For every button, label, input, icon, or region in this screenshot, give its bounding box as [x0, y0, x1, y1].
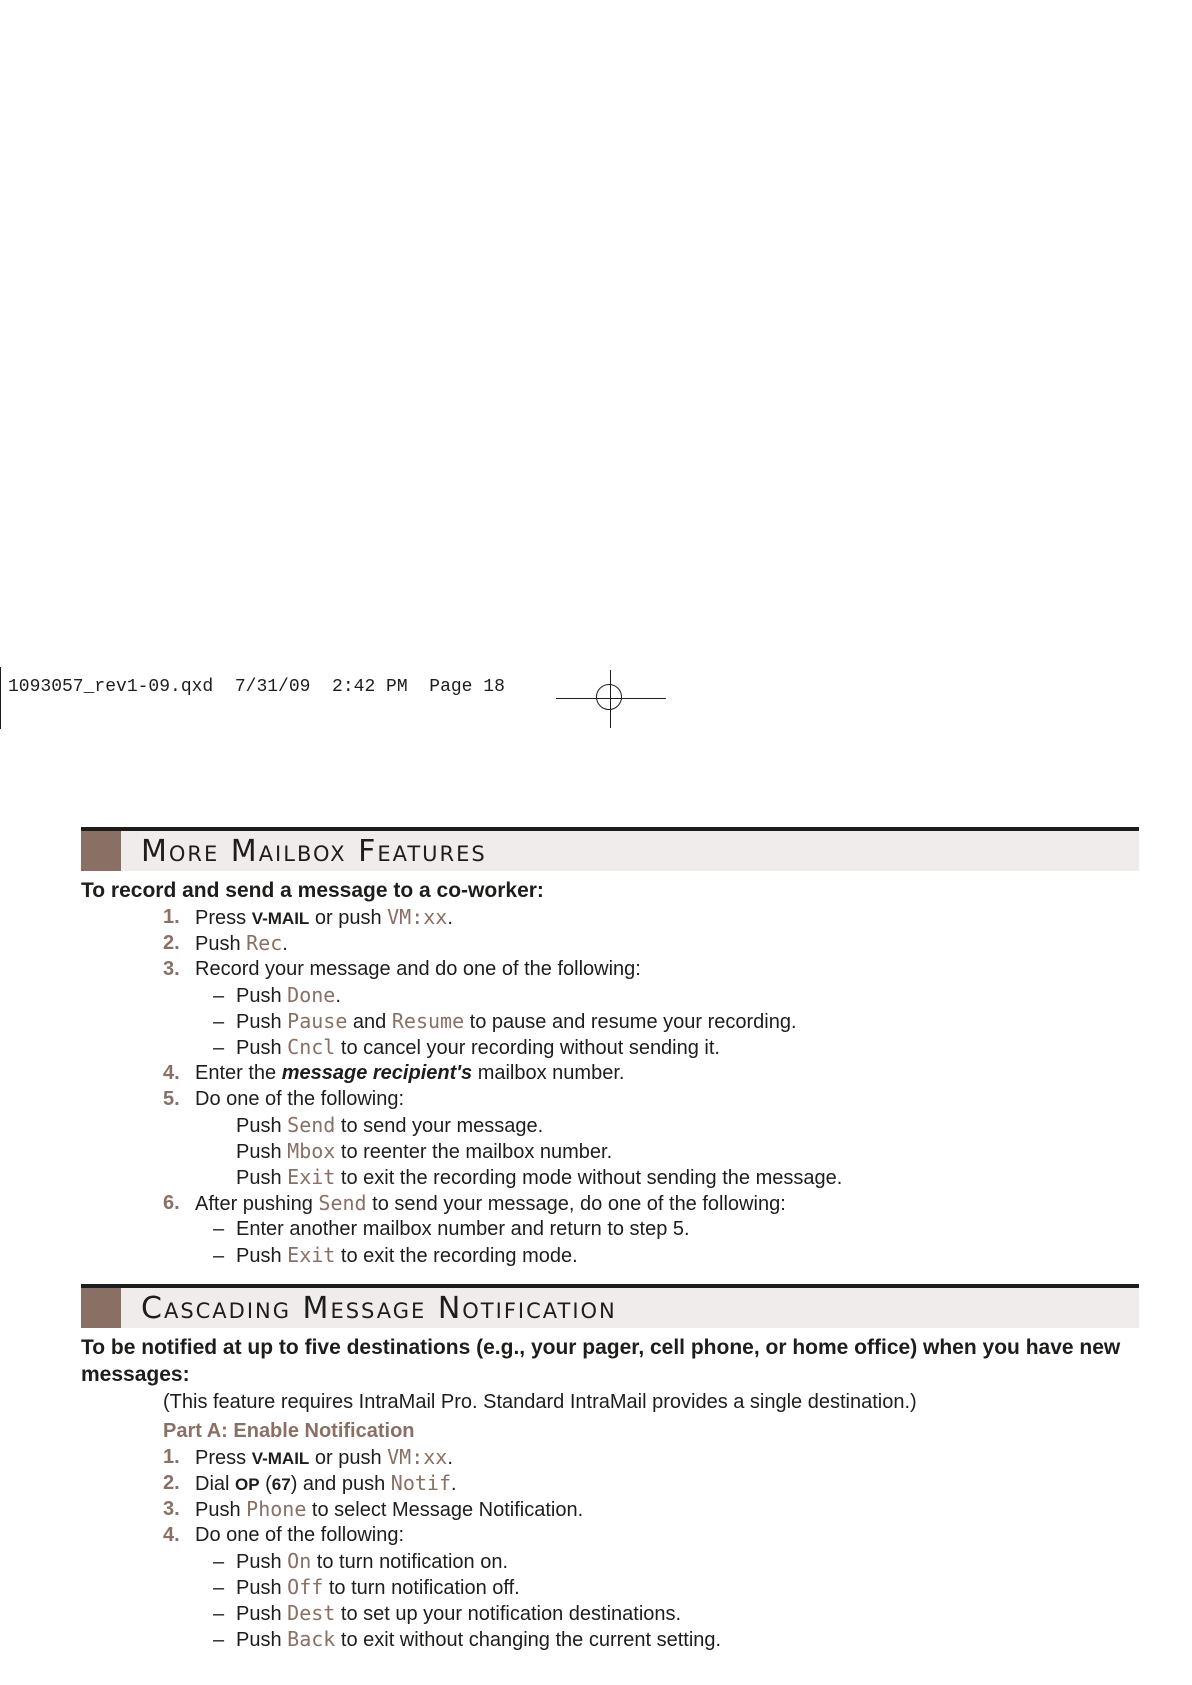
- section-title: More Mailbox Features: [141, 834, 487, 869]
- step-6: After pushing Send to send your message, do one of the following:: [195, 1191, 786, 1215]
- step-number: 4.: [163, 1524, 180, 1546]
- softkey-label: Send: [287, 1113, 336, 1137]
- softkey-label: Mbox: [287, 1139, 336, 1163]
- step-3: Push Phone to select Message Notification.: [195, 1497, 584, 1521]
- softkey-label: Done: [287, 983, 336, 1007]
- section-title: Cascading Message Notification: [141, 1291, 617, 1326]
- step-5: Do one of the following:: [195, 1088, 405, 1110]
- header-swatch: [81, 831, 121, 871]
- step-3-option: – Push Pause and Resume to pause and resume your recording.: [213, 1009, 797, 1033]
- softkey-label: Resume: [391, 1009, 465, 1033]
- step-number: 1.: [163, 1446, 180, 1468]
- step-3-option: – Push Cncl to cancel your recording without sending it.: [213, 1035, 720, 1059]
- step-4-option: – Push Off to turn notification off.: [213, 1575, 520, 1599]
- crop-mark-circle-icon: [596, 684, 622, 710]
- step-number: 6.: [163, 1192, 180, 1214]
- step-6-option: – Enter another mailbox number and return to step 5.: [213, 1218, 690, 1240]
- step-number: 2.: [163, 932, 180, 954]
- step-5-option: Push Exit to exit the recording mode without sending the message.: [236, 1165, 843, 1189]
- softkey-label: Send: [318, 1191, 367, 1215]
- step-number: 1.: [163, 906, 180, 928]
- section-header-mailbox-features: [81, 827, 1139, 871]
- step-number: 3.: [163, 958, 180, 980]
- section-header-cascading-notification: [81, 1284, 1139, 1328]
- step-4-option: – Push Dest to set up your notification destinations.: [213, 1601, 682, 1625]
- key-label: 67: [271, 1475, 291, 1494]
- part-heading: Part A: Enable Notification: [163, 1420, 415, 1442]
- feature-note: (This feature requires IntraMail Pro. Standard IntraMail provides a single destination.): [163, 1391, 917, 1413]
- key-label: V-MAIL: [251, 1449, 310, 1468]
- step-3-option: – Push Done.: [213, 983, 341, 1007]
- step-4: Enter the message recipient's mailbox number.: [195, 1062, 625, 1084]
- step-2: Push Rec.: [195, 931, 288, 955]
- step-number: 4.: [163, 1062, 180, 1084]
- step-2: Dial OP (67) and push Notif.: [195, 1471, 457, 1495]
- step-5-option: Push Mbox to reenter the mailbox number.: [236, 1139, 613, 1163]
- step-4: Do one of the following:: [195, 1524, 405, 1546]
- step-number: 5.: [163, 1088, 180, 1110]
- softkey-label: On: [287, 1549, 312, 1573]
- softkey-label: Exit: [287, 1165, 336, 1189]
- step-6-option: – Push Exit to exit the recording mode.: [213, 1243, 578, 1267]
- softkey-label: Rec: [246, 931, 283, 955]
- key-label: OP: [235, 1475, 260, 1494]
- softkey-label: Notif: [390, 1471, 452, 1495]
- key-label: V-MAIL: [251, 909, 310, 928]
- step-number: 2.: [163, 1472, 180, 1494]
- step-1: Press V-MAIL or push VM:xx.: [195, 905, 453, 929]
- section-lead: To be notified at up to five destinations (e.g., your pager, cell phone, or home office) when you have new messages:: [81, 1336, 1121, 1386]
- step-number: 3.: [163, 1498, 180, 1520]
- step-5-option: Push Send to send your message.: [236, 1113, 544, 1137]
- softkey-label: Cncl: [287, 1035, 336, 1059]
- print-slug: 1093057_rev1-09.qxd 7/31/09 2:42 PM Page 18: [8, 677, 505, 697]
- slug-rule: [0, 667, 1, 729]
- softkey-label: VM:xx: [387, 905, 448, 929]
- softkey-label: Pause: [287, 1009, 348, 1033]
- step-4-option: – Push On to turn notification on.: [213, 1549, 509, 1573]
- step-3: Record your message and do one of the following:: [195, 958, 641, 980]
- header-swatch: [81, 1288, 121, 1328]
- softkey-label: Off: [287, 1575, 324, 1599]
- softkey-label: Back: [287, 1627, 336, 1651]
- softkey-label: Phone: [246, 1497, 307, 1521]
- step-1: Press V-MAIL or push VM:xx.: [195, 1445, 453, 1469]
- softkey-label: Exit: [287, 1243, 336, 1267]
- softkey-label: VM:xx: [387, 1445, 448, 1469]
- softkey-label: Dest: [287, 1601, 336, 1625]
- section-lead: To record and send a message to a co-worker:: [81, 879, 544, 902]
- step-4-option: – Push Back to exit without changing the current setting.: [213, 1627, 722, 1651]
